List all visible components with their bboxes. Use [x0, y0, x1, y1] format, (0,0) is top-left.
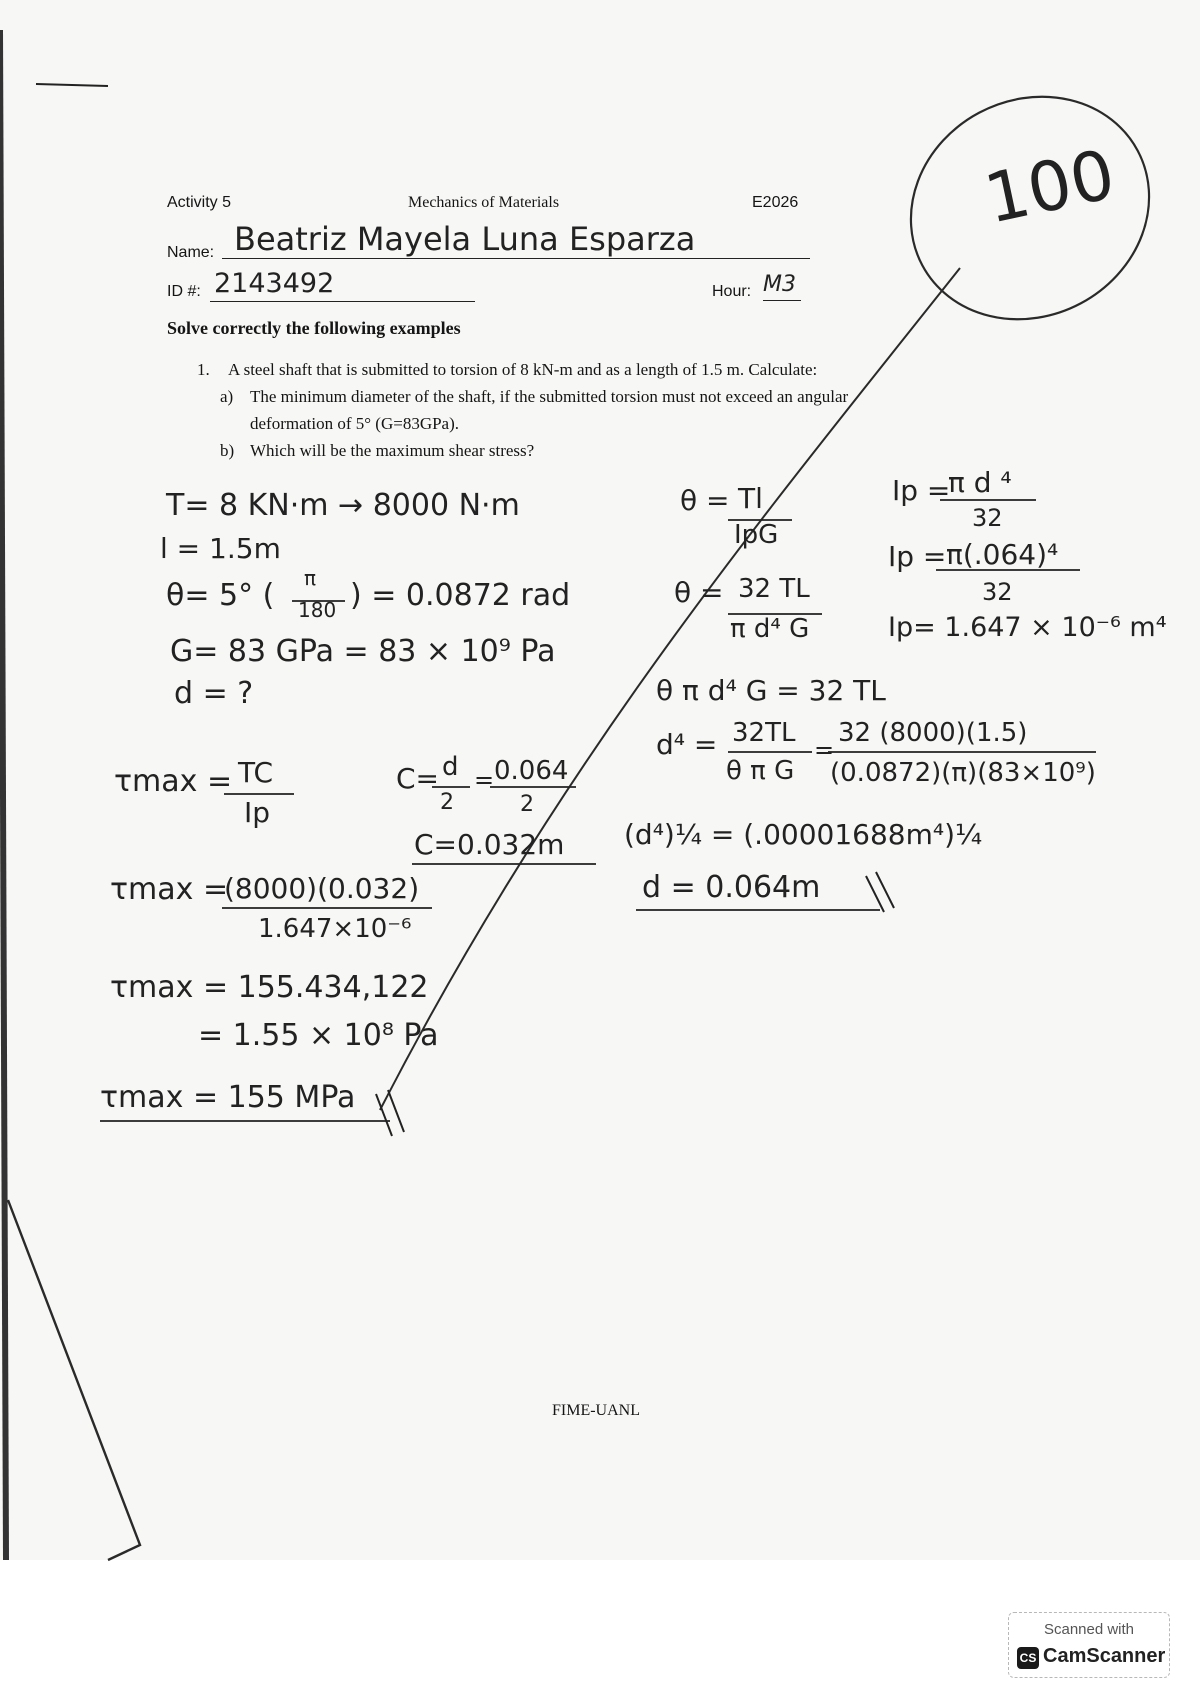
c-eq: =	[474, 766, 495, 794]
tmax-sub-den: 1.647×10⁻⁶	[258, 914, 412, 944]
ip-sub-den: 32	[982, 578, 1013, 606]
bottom-left-pen-mark	[8, 1200, 140, 1560]
d4-num1: 32TL	[732, 718, 796, 748]
c-den2: 2	[520, 792, 534, 817]
theta-sub-num: 32 TL	[738, 574, 810, 604]
given-theta-left: θ= 5° (	[166, 578, 275, 613]
c-num1: d	[442, 752, 459, 782]
instructions: Solve correctly the following examples	[167, 318, 461, 338]
given-diameter: d = ?	[174, 676, 254, 711]
d-root-equation: (d⁴)¼ = (.00001688m⁴)¼	[624, 818, 983, 851]
d4-num2: 32 (8000)(1.5)	[838, 718, 1028, 748]
c-lhs: C=	[396, 762, 440, 795]
part-a-label: a)	[220, 387, 234, 406]
course-label: Mechanics of Materials	[408, 194, 560, 211]
term-label: E2026	[752, 194, 799, 211]
d-result: d = 0.064m	[642, 870, 821, 905]
hour-field	[763, 274, 801, 301]
tmax-formula-den: Ip	[244, 796, 271, 829]
problem-text: A steel shaft that is submitted to torsion of 8 kN-m and as a length of 1.5 m. Calculate:	[228, 360, 818, 379]
tmax-sub-lhs: τmax =	[110, 872, 229, 907]
watermark-brand-text: CamScanner	[1043, 1645, 1166, 1667]
theta-formula-lhs: θ =	[680, 484, 730, 517]
ip-sub-lhs: Ip =	[888, 540, 947, 573]
d4-eq: =	[814, 736, 835, 764]
c-num2: 0.064	[494, 756, 569, 786]
tmax-result: τmax = 155 MPa	[100, 1080, 356, 1115]
id-field	[210, 270, 475, 302]
ip-formula-den: 32	[972, 504, 1003, 532]
d4-lhs: d⁴ =	[656, 728, 718, 761]
camscanner-logo-icon: CS	[1017, 1647, 1039, 1669]
given-theta-frac-num: π	[304, 566, 317, 590]
given-theta-right: ) = 0.0872 rad	[350, 578, 571, 613]
ip-formula-num: π d ⁴	[948, 466, 1012, 499]
name-value: Beatriz Mayela Luna Esparza	[234, 220, 696, 258]
given-shear-modulus: G= 83 GPa = 83 × 10⁹ Pa	[170, 634, 556, 669]
part-a-line2: deformation of 5° (G=83GPa).	[250, 414, 460, 433]
part-b-label: b)	[220, 441, 235, 460]
problem-number: 1.	[197, 360, 210, 379]
d4-den1: θ π G	[726, 756, 795, 786]
rearranged-equation: θ π d⁴ G = 32 TL	[656, 674, 886, 707]
id-label: ID #:	[167, 283, 201, 300]
hour-label: Hour:	[712, 283, 752, 300]
ip-result: Ip= 1.647 × 10⁻⁶ m⁴	[888, 612, 1167, 643]
part-b-text: Which will be the maximum shear stress?	[250, 441, 535, 460]
theta-sub-den: π d⁴ G	[730, 614, 810, 644]
name-field	[222, 220, 810, 259]
name-label: Name:	[167, 244, 215, 261]
watermark-top-text: Scanned with	[1043, 1621, 1135, 1638]
given-theta-frac-den: 180	[298, 598, 337, 622]
hour-value: M3	[763, 272, 796, 297]
ip-sub-num: π(.064)⁴	[946, 538, 1059, 571]
theta-formula-den: IpG	[734, 520, 779, 550]
c-result: C=0.032m	[414, 828, 565, 861]
left-page-edge	[0, 30, 6, 1560]
footer-institution: FIME-UANL	[552, 1402, 640, 1419]
tmax-sub-num: (8000)(0.032)	[224, 872, 420, 905]
given-torque: T= 8 KN·m → 8000 N·m	[166, 488, 520, 523]
c-den1: 2	[440, 790, 454, 815]
camscanner-watermark	[1008, 1612, 1170, 1678]
activity-label: Activity 5	[167, 194, 232, 211]
id-value: 2143492	[214, 268, 335, 299]
tmax-value1: τmax = 155.434,122	[110, 970, 429, 1005]
given-length: l = 1.5m	[160, 532, 281, 565]
tmax-value2: = 1.55 × 10⁸ Pa	[198, 1018, 439, 1053]
theta-formula-num: Tl	[738, 482, 763, 515]
ip-formula-lhs: Ip =	[892, 474, 951, 507]
grade-mark: 100	[978, 135, 1122, 240]
part-a-line1: The minimum diameter of the shaft, if the submitted torsion must not exceed an angular	[250, 387, 849, 406]
theta-sub-lhs: θ =	[674, 576, 724, 609]
tmax-formula-lhs: τmax =	[114, 764, 233, 799]
d4-den2: (0.0872)(π)(83×10⁹)	[830, 758, 1096, 788]
top-left-pen-mark	[36, 84, 108, 86]
tmax-formula-num: TC	[238, 756, 274, 789]
